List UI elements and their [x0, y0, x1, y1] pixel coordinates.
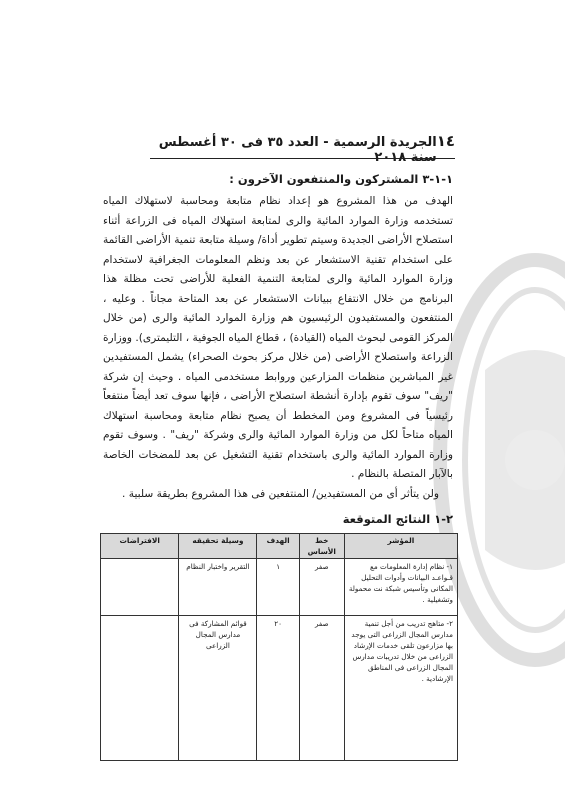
section-body — [103, 192, 453, 504]
cell-indicator: ٢- متاهج تدريب من أجل تنمية مدارس المجال الزراعى التى يوجد بها مزارعون تلقى خدمات الإرشاد الزراعى من خلال تدريبات مدارس المجال الزراعى فى المناطق الإرشادية . — [344, 616, 457, 761]
table-header-row — [101, 534, 458, 559]
table-row — [101, 559, 458, 616]
body-paragraph-2: ولن يتأثر أى من المستفيدين/ المنتفعين فى هذا المشروع بطريقة سلبية . — [122, 487, 439, 500]
header-baseline: خط الأساس — [299, 534, 344, 559]
section-heading-expected-results: ٢-١ النتائج المتوقعة — [342, 512, 453, 526]
page-header — [150, 132, 455, 165]
expected-results-table — [100, 533, 458, 761]
body-paragraph: الهدف من هذا المشروع هو إعداد نظام متابعة ومحاسبة لاستهلاك المياه تستخدمه وزارة الموارد المائية والرى لمتابعة استهلاك المياه فى الزراعة أثناء استصلاح الأراضى الجديدة وسيتم تطوير أداة/ وسيلة متابعة تنمية الأراضى القائمة على استخدام تقنية الاستشعار عن بعد ونظم المعلومات الجغرافية لاستخدام وزارة الموارد المائية والرى لمتابعة التنمية الفعلية للأراضى تحت مظلة هذا البرنامج من خلال الانتفاع ببيانات الاستشعار عن بعد المتاحة مجاناً . وعليه ، المنتفعون والمستفيدون الرئيسيون هم وزارة الموارد المائية والرى (من خلال المركز القومى لبحوث المياه (القيادة) ، قطاع المياه الجوفية ، التليمترى). ووزارة الزراعة واستصلاح الأراضى (من خلال مركز بحوث الصحراء) يشمل المستفيدين غير المباشرين منظمات المزارعين وروابط مستخدمى المياه . وحيث إن شركة "ريف" سوف تقوم بإدارة أنشطة استصلاح الأراضى ، فإنها سوف تعد أيضاً منتفعاً رئيسياً فى المشروع ومن المخطط أن يصبح نظام متابعة ومحاسبة استهلاك المياه متاحاً لكل من وزارة الموارد المائية والرى وشركة "ريف" . وسوف تقوم وزارة الموارد المائية والرى باستخدام تقنية التشغيل عن بعد للمضخات الخاصة بالآبار المتصلة بالنظام . — [103, 195, 453, 480]
section-heading-stakeholders: ١-١-٣ المشتركون والمنتفعون الآخرون : — [229, 172, 453, 186]
header-method: وسيلة تحقيقه — [179, 534, 257, 559]
header-target: الهدف — [257, 534, 299, 559]
cell-baseline: صفر — [299, 559, 344, 616]
table-row — [101, 616, 458, 761]
header-indicator: المؤشر — [344, 534, 457, 559]
header-title: الجريدة الرسمية - العدد ٣٥ فى ٣٠ أغسطس سنة ٢٠١٨ — [158, 135, 437, 165]
cell-method: قوائم المشاركة فى مدارس المجال الزراعى — [179, 616, 257, 761]
header-assumptions: الافتراضات — [101, 534, 179, 559]
cell-target: ٢٠ — [257, 616, 299, 761]
header-divider — [150, 158, 455, 159]
cell-target: ١ — [257, 559, 299, 616]
cell-method: التقرير واختبار النظام — [179, 559, 257, 616]
cell-assumptions — [101, 559, 179, 616]
cell-baseline: صفر — [299, 616, 344, 761]
cell-assumptions — [101, 616, 179, 761]
cell-indicator: ١- نظام إدارة المعلومات مع قـواعـد البيانات وأدوات التحليل المكانى وتأسيس شبكة نت محمولة وتشغيلية . — [344, 559, 457, 616]
page-number: ١٤ — [436, 132, 455, 150]
